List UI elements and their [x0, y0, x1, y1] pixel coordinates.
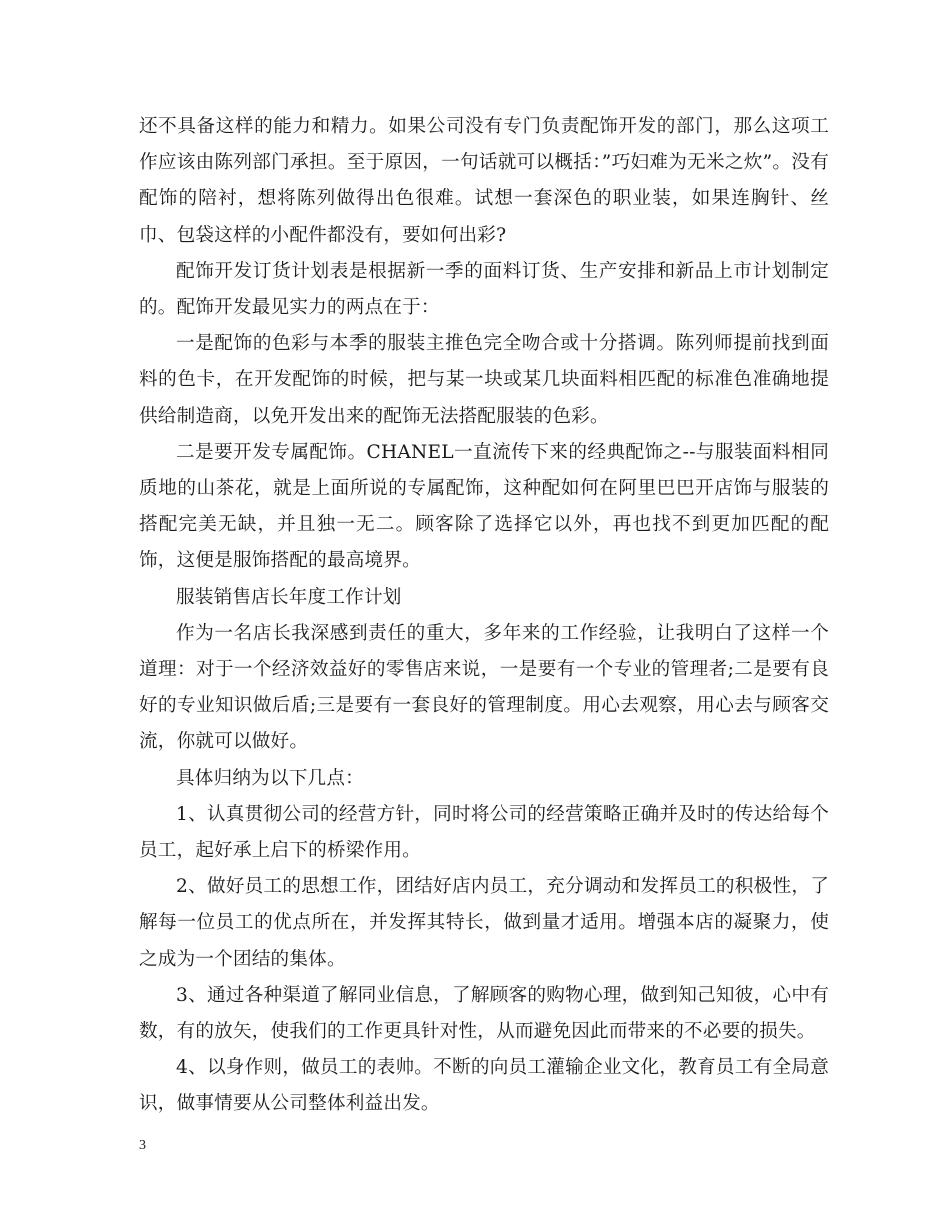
- page-number: 3: [139, 1138, 146, 1153]
- list-item-1: 1、认真贯彻公司的经营方针，同时将公司的经营策略正确并及时的传达给每个员工，起好承上启下的桥梁作用。: [139, 803, 829, 862]
- section-heading: 服装销售店长年度工作计划: [176, 586, 402, 608]
- list-item-3: 3、通过各种渠道了解同业信息，了解顾客的购物心理，做到知己知彼，心中有数，有的放矢，使我们的工作更具针对性，从而避免因此而带来的不必要的损失。: [139, 984, 829, 1043]
- paragraph-1: 还不具备这样的能力和精力。如果公司没有专门负责配饰开发的部门，那么这项工作应该由陈列部门承担。至于原因，一句话就可以概括：”巧妇难为无米之炊”。没有配饰的陪衬，想将陈列做得出色很难。试想一套深色的职业装，如果连胸针、丝巾、包袋这样的小配件都没有，要如何出彩?: [139, 116, 829, 246]
- paragraph-6: 作为一名店长我深感到责任的重大，多年来的工作经验，让我明白了这样一个道理：对于一个经济效益好的零售店来说，一是要有一个专业的管理者;二是要有良好的专业知识做后盾;三是要有一套良好的管理制度。用心去观察，用心去与顾客交流，你就可以做好。: [139, 622, 829, 753]
- paragraph-2: 配饰开发订货计划表是根据新一季的面料订货、生产安排和新品上市计划制定的。配饰开发最见实力的两点在于：: [139, 260, 829, 319]
- paragraph-7: 具体归纳为以下几点：: [176, 767, 364, 789]
- list-item-4: 4、以身作则，做员工的表帅。不断的向员工灌输企业文化，教育员工有全局意识，做事情要从公司整体利益出发。: [139, 1057, 829, 1115]
- paragraph-3: 一是配饰的色彩与本季的服装主推色完全吻合或十分搭调。陈列师提前找到面料的色卡，在开发配饰的时候，把与某一块或某几块面料相匹配的标准色准确地提供给制造商，以免开发出来的配饰无法搭配服装的色彩。: [139, 333, 829, 427]
- body-text: [139, 109, 829, 1123]
- paragraph-4: 二是要开发专属配饰。CHANEL一直流传下来的经典配饰之--与服装面料相同质地的山茶花，就是上面所说的专属配饰，这种配如何在阿里巴巴开店饰与服装的搭配完美无缺，并且独一无二。顾客除了选择它以外，再也找不到更加匹配的配饰，这便是服饰搭配的最高境界。: [139, 441, 829, 572]
- list-item-2: 2、做好员工的思想工作，团结好店内员工，充分调动和发挥员工的积极性，了解每一位员工的优点所在，并发挥其特长，做到量才适用。增强本店的凝聚力，使之成为一个团结的集体。: [139, 876, 829, 970]
